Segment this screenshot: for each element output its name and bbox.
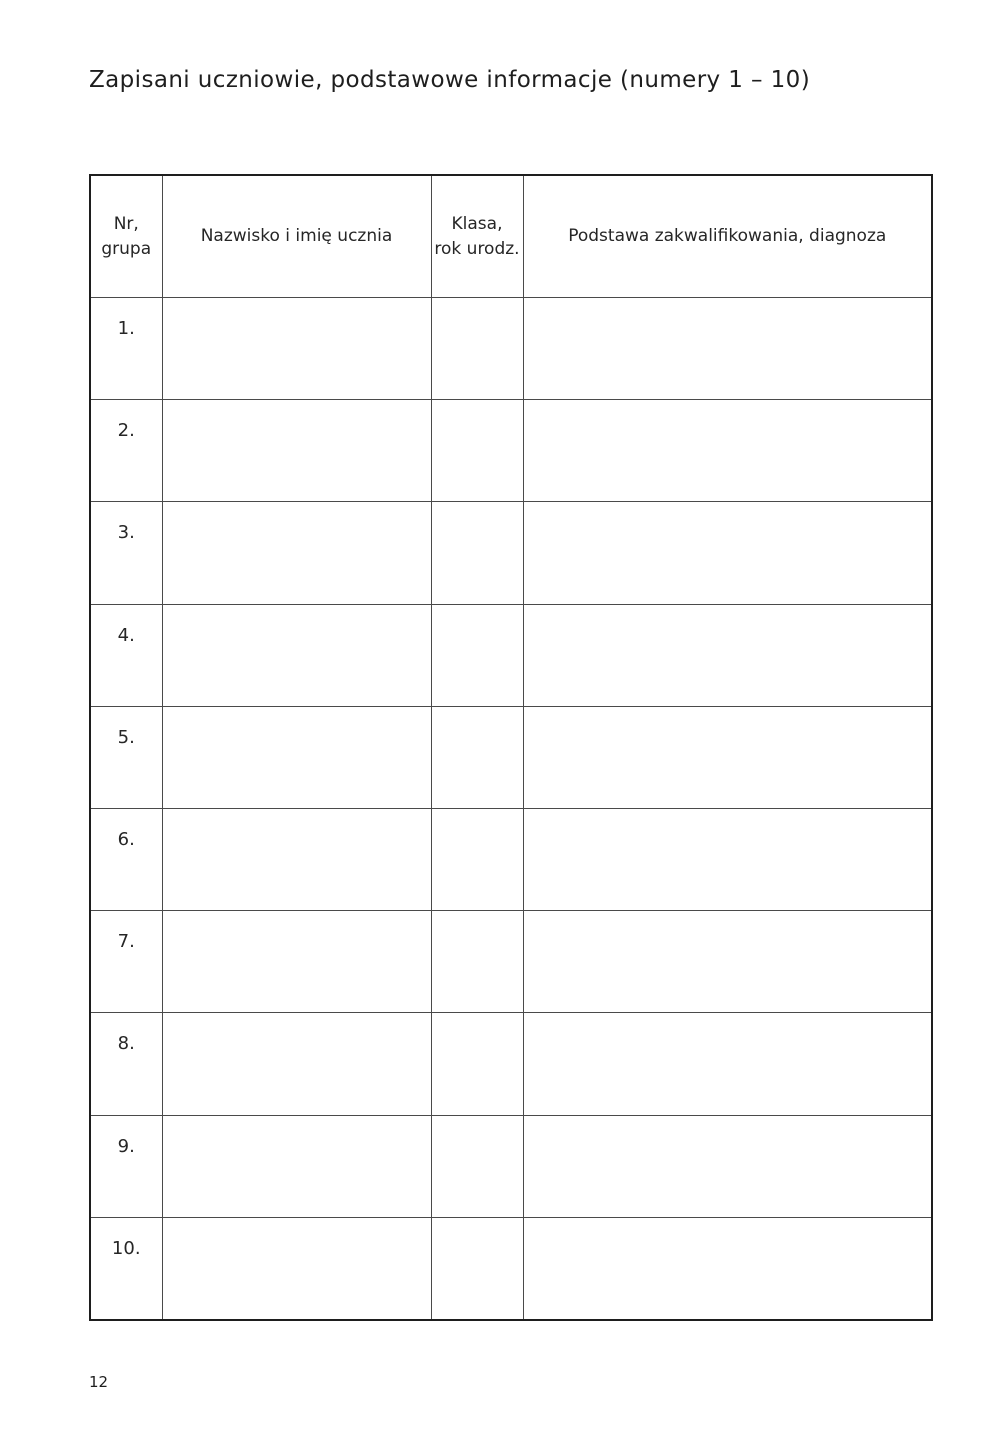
qualification-basis-cell xyxy=(523,502,932,604)
class-birth-year-cell xyxy=(431,298,523,400)
table-row xyxy=(90,706,932,808)
header-birth-year-label: rok urodz. xyxy=(434,238,520,259)
row-number: 3. xyxy=(90,502,162,604)
qualification-basis-cell xyxy=(523,1115,932,1217)
table-row xyxy=(90,502,932,604)
header-class-birth-year xyxy=(431,175,523,298)
qualification-basis-cell xyxy=(523,706,932,808)
qualification-basis-cell xyxy=(523,298,932,400)
row-number: 4. xyxy=(90,604,162,706)
student-name-cell xyxy=(162,1013,431,1115)
table-row xyxy=(90,298,932,400)
student-name-cell xyxy=(162,1115,431,1217)
student-name-cell xyxy=(162,706,431,808)
table-header-row xyxy=(90,175,932,298)
table-row xyxy=(90,1115,932,1217)
table-row xyxy=(90,1217,932,1320)
qualification-basis-cell xyxy=(523,1013,932,1115)
table-row xyxy=(90,911,932,1013)
page-number: 12 xyxy=(89,1373,109,1391)
qualification-basis-cell xyxy=(523,911,932,1013)
class-birth-year-cell xyxy=(431,502,523,604)
table-row xyxy=(90,400,932,502)
qualification-basis-cell xyxy=(523,1217,932,1320)
row-number: 2. xyxy=(90,400,162,502)
qualification-basis-cell xyxy=(523,808,932,910)
class-birth-year-cell xyxy=(431,400,523,502)
header-qualification-basis: Podstawa zakwalifikowania, diagnoza xyxy=(523,175,932,298)
class-birth-year-cell xyxy=(431,808,523,910)
row-number: 8. xyxy=(90,1013,162,1115)
table-row xyxy=(90,808,932,910)
header-group-label: grupa xyxy=(101,238,152,259)
row-number: 1. xyxy=(90,298,162,400)
class-birth-year-cell xyxy=(431,1217,523,1320)
class-birth-year-cell xyxy=(431,1115,523,1217)
header-nr-group xyxy=(90,175,162,298)
class-birth-year-cell xyxy=(431,706,523,808)
row-number: 9. xyxy=(90,1115,162,1217)
header-nr-label: Nr, xyxy=(113,213,139,234)
row-number: 10. xyxy=(90,1217,162,1320)
student-name-cell xyxy=(162,911,431,1013)
class-birth-year-cell xyxy=(431,604,523,706)
header-class-label: Klasa, xyxy=(451,213,503,234)
qualification-basis-cell xyxy=(523,604,932,706)
page-title: Zapisani uczniowie, podstawowe informacje (numery 1 – 10) xyxy=(89,67,811,93)
student-name-cell xyxy=(162,502,431,604)
student-name-cell xyxy=(162,808,431,910)
table-row xyxy=(90,1013,932,1115)
header-student-name: Nazwisko i imię ucznia xyxy=(162,175,431,298)
student-register-table xyxy=(89,174,933,1321)
student-name-cell xyxy=(162,604,431,706)
student-name-cell xyxy=(162,400,431,502)
row-number: 7. xyxy=(90,911,162,1013)
table-row xyxy=(90,604,932,706)
class-birth-year-cell xyxy=(431,1013,523,1115)
row-number: 5. xyxy=(90,706,162,808)
row-number: 6. xyxy=(90,808,162,910)
student-name-cell xyxy=(162,298,431,400)
qualification-basis-cell xyxy=(523,400,932,502)
student-name-cell xyxy=(162,1217,431,1320)
class-birth-year-cell xyxy=(431,911,523,1013)
